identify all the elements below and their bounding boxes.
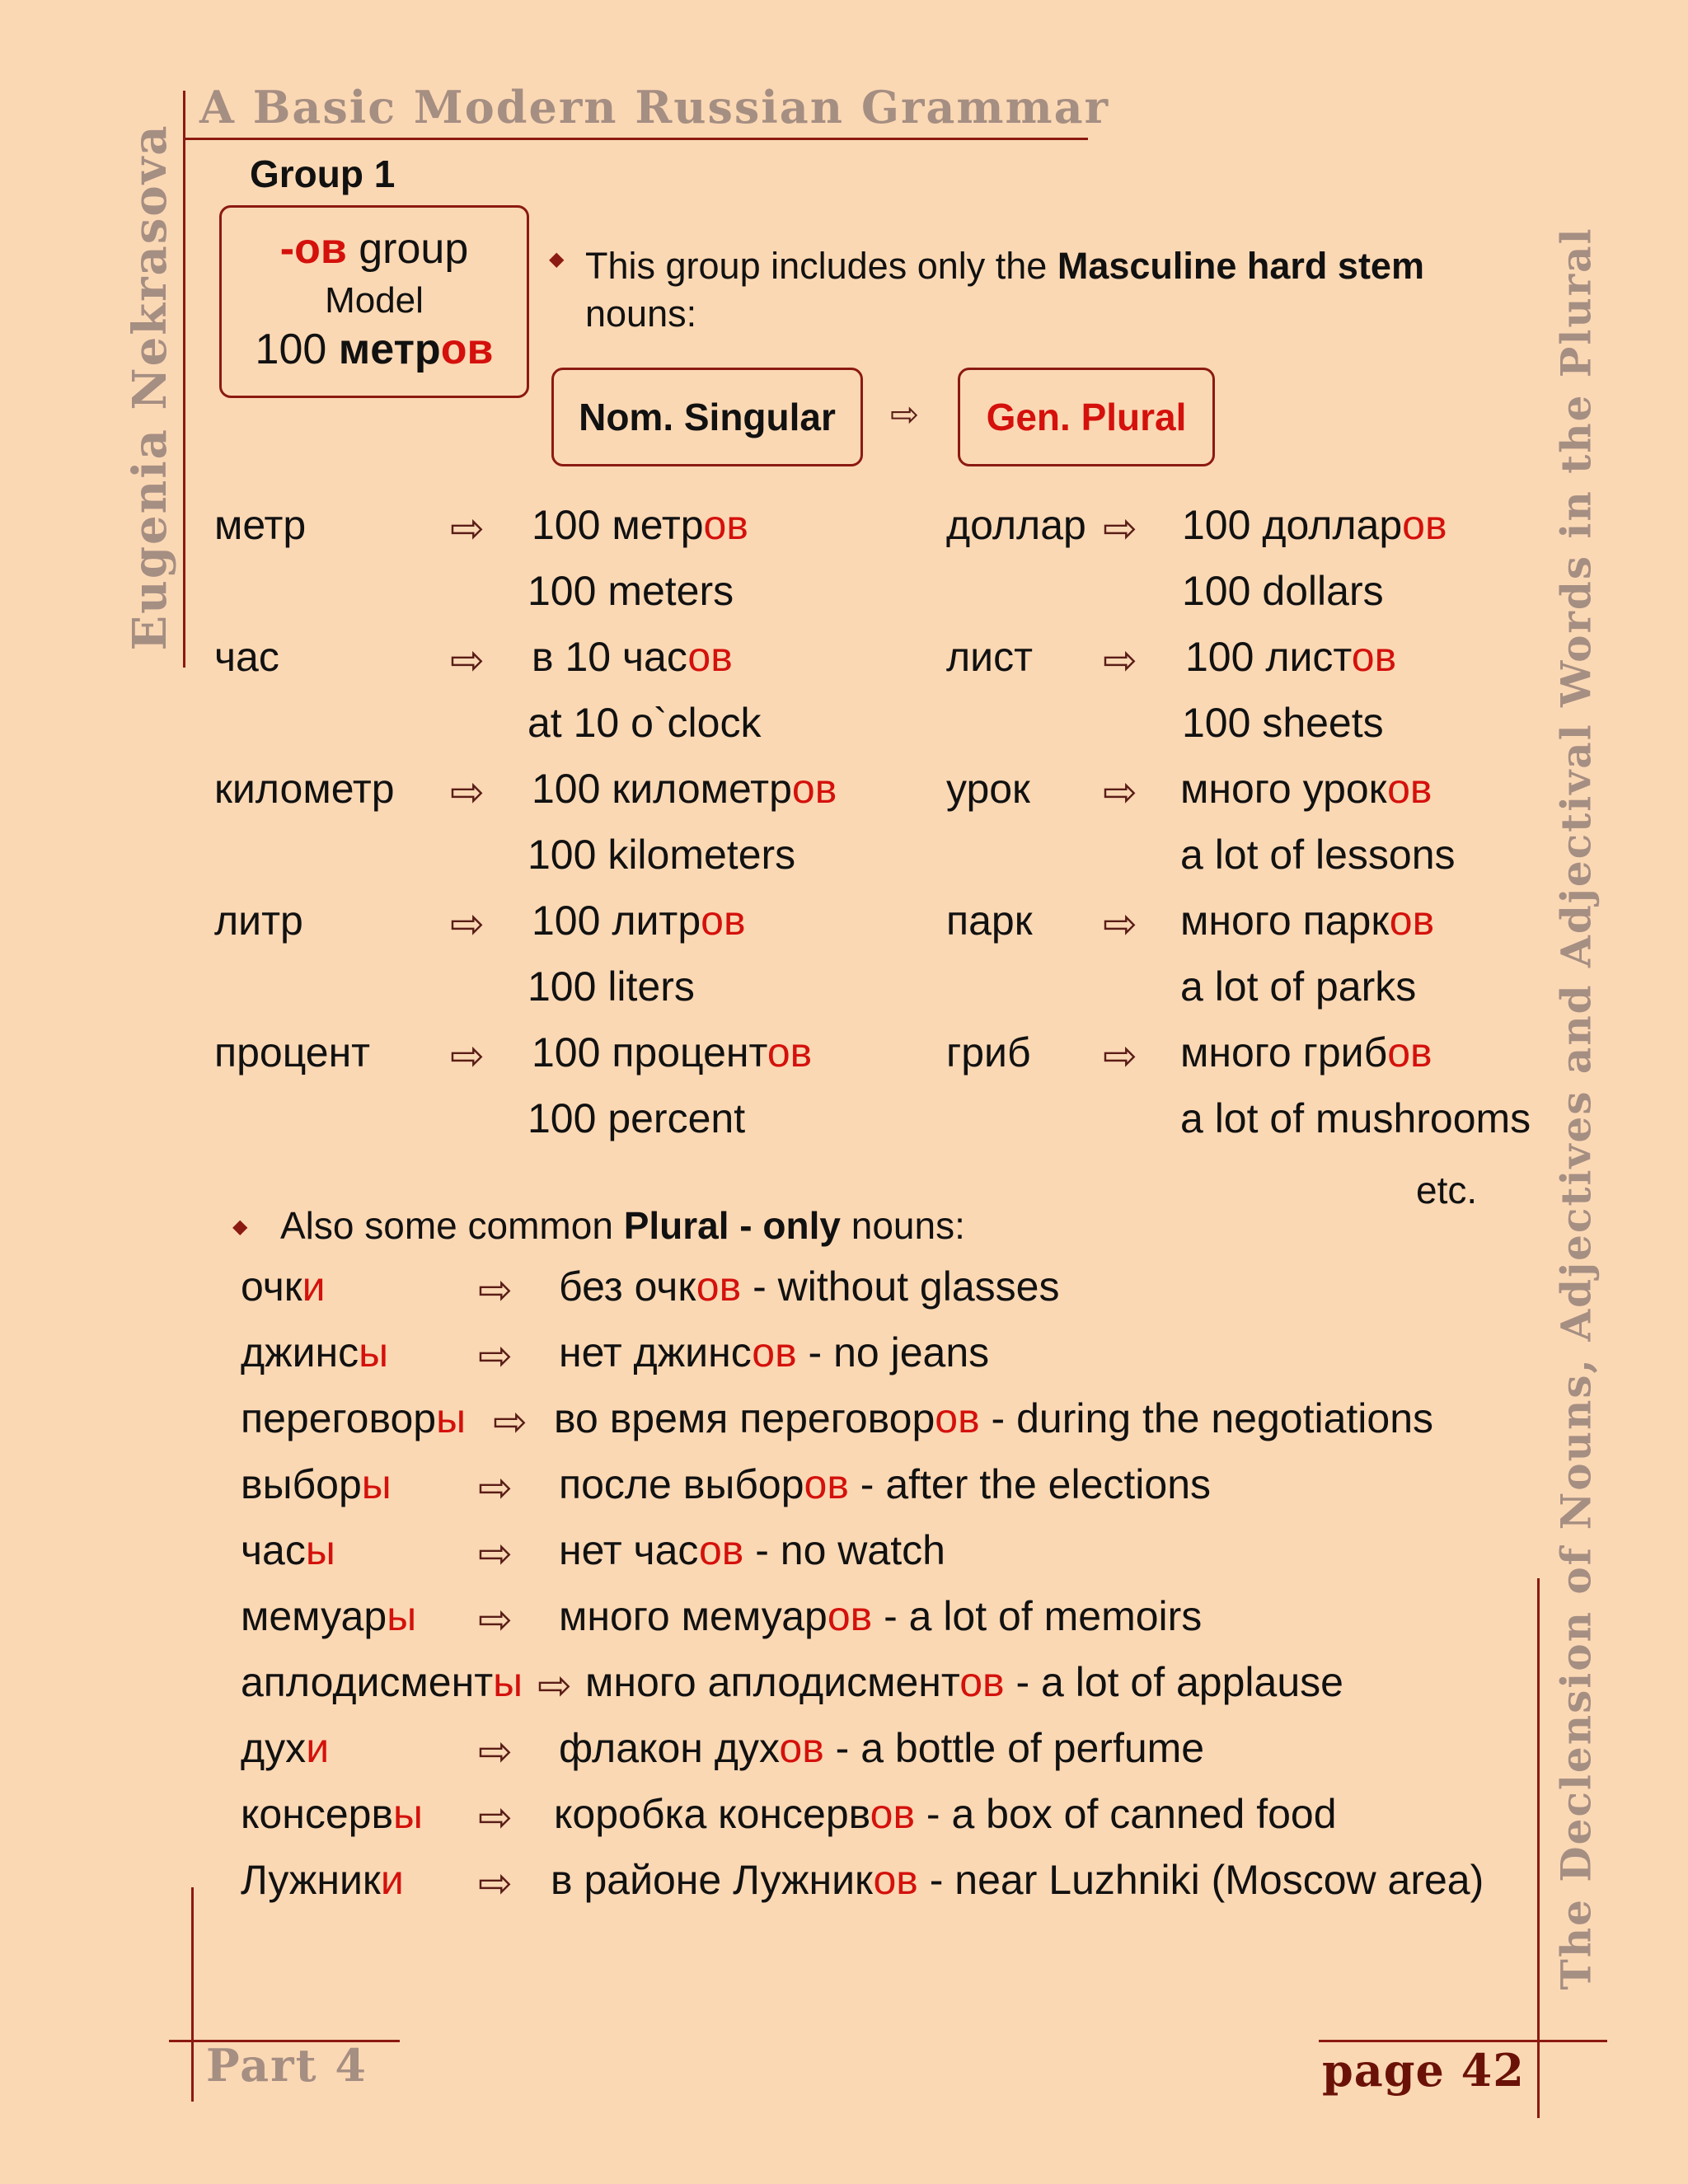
example-stem: много мемуар bbox=[559, 1593, 828, 1639]
example-translation: - without glasses bbox=[741, 1263, 1060, 1310]
intro-text bbox=[585, 242, 1508, 338]
translation: 100 meters bbox=[528, 568, 734, 614]
example-stem: флакон дух bbox=[559, 1725, 780, 1771]
example-ending: ов bbox=[935, 1395, 980, 1441]
word-stem: очк bbox=[241, 1263, 302, 1310]
model-caption: Model bbox=[325, 280, 424, 321]
plural-ending: ов bbox=[687, 634, 733, 680]
model-example-ending: ов bbox=[440, 326, 494, 373]
plural-ending: ов bbox=[1402, 502, 1447, 548]
plural-stem: много урок bbox=[1180, 766, 1388, 812]
singular-word: доллар bbox=[946, 502, 1086, 548]
word-ending: ы bbox=[393, 1791, 423, 1837]
plural-only-word bbox=[241, 1658, 523, 1706]
translation: 100 sheets bbox=[1182, 700, 1384, 746]
plural-ending: ов bbox=[1387, 766, 1432, 812]
plural-only-word bbox=[241, 1526, 335, 1574]
word-ending: ы bbox=[436, 1395, 466, 1441]
singular-word: урок bbox=[946, 766, 1030, 812]
plural-example bbox=[1180, 1029, 1432, 1076]
plural-stem: в 10 час bbox=[532, 634, 688, 680]
plural-ending: ов bbox=[1389, 898, 1435, 944]
plural-only-example bbox=[559, 1526, 945, 1574]
word-stem: час bbox=[241, 1527, 306, 1573]
model-box bbox=[219, 205, 529, 398]
singular-word: час bbox=[214, 634, 279, 680]
plural-stem: 100 километр bbox=[532, 766, 792, 812]
example-translation: - no jeans bbox=[796, 1329, 990, 1376]
author-name: Eugenia Nekrasova bbox=[123, 124, 177, 651]
gen-plural-header: Gen. Plural bbox=[958, 368, 1215, 466]
arrow-icon: ⇨ bbox=[478, 1333, 513, 1379]
translation: at 10 o`clock bbox=[528, 700, 762, 746]
translation: a lot of lessons bbox=[1180, 832, 1456, 878]
example-ending: ов bbox=[698, 1527, 744, 1573]
example-ending: ов bbox=[959, 1659, 1005, 1705]
plural-only-example bbox=[559, 1460, 1211, 1508]
model-title bbox=[222, 224, 527, 274]
word-stem: выбор bbox=[241, 1461, 362, 1507]
example-translation: - a box of canned food bbox=[915, 1791, 1337, 1837]
arrow-icon: ⇨ bbox=[450, 901, 485, 947]
example-stem: во время переговор bbox=[554, 1395, 935, 1441]
arrow-icon: ⇨ bbox=[450, 1033, 485, 1079]
example-translation: - a lot of memoirs bbox=[872, 1593, 1203, 1639]
arrow-icon: ⇨ bbox=[1103, 901, 1137, 947]
chapter-title: The Declension of Nouns, Adjectives and Adjectival Words in the Plural bbox=[1551, 227, 1601, 1990]
arrow-icon: ⇨ bbox=[537, 1662, 572, 1708]
part-label: Part 4 bbox=[206, 2039, 368, 2092]
plural-example bbox=[1185, 633, 1396, 681]
plural-only-word bbox=[241, 1724, 329, 1772]
plural-ending: ов bbox=[1387, 1029, 1432, 1076]
word-stem: консерв bbox=[241, 1791, 394, 1837]
model-prefix: - bbox=[279, 225, 295, 273]
word-ending: ы bbox=[493, 1659, 523, 1705]
plural-example bbox=[1182, 501, 1447, 549]
plural-only-word bbox=[241, 1790, 423, 1838]
plural-ending: ов bbox=[703, 502, 748, 548]
model-word: group bbox=[359, 225, 469, 273]
arrow-icon: ⇨ bbox=[1103, 505, 1137, 551]
plural-example bbox=[532, 1029, 812, 1076]
plural-ending: ов bbox=[767, 1029, 813, 1076]
word-stem: переговор bbox=[241, 1395, 437, 1441]
plural-ending: ов bbox=[791, 766, 837, 812]
bottom-right-rule bbox=[1319, 2040, 1607, 2042]
plural-only-example bbox=[559, 1724, 1204, 1772]
word-stem: дух bbox=[241, 1725, 307, 1771]
word-ending: ы bbox=[305, 1527, 335, 1573]
plural-stem: много гриб bbox=[1180, 1029, 1388, 1076]
plural-only-word bbox=[241, 1592, 416, 1640]
singular-word: парк bbox=[946, 898, 1033, 944]
arrow-icon: ⇨ bbox=[478, 1596, 513, 1643]
plural-stem: много парк bbox=[1180, 898, 1390, 944]
plural-example bbox=[1180, 897, 1434, 944]
model-example-num: 100 bbox=[255, 326, 327, 373]
word-stem: мемуар bbox=[241, 1593, 387, 1639]
arrow-icon: ⇨ bbox=[450, 505, 485, 551]
left-bottom-rule bbox=[191, 1887, 194, 2102]
plural-example bbox=[1180, 765, 1432, 813]
example-stem: без очк bbox=[559, 1263, 696, 1310]
plural-only-example bbox=[551, 1856, 1484, 1904]
word-ending: ы bbox=[359, 1329, 389, 1376]
plural-stem: 100 лист bbox=[1185, 634, 1352, 680]
word-stem: Лужник bbox=[241, 1857, 381, 1903]
singular-word: километр bbox=[214, 766, 395, 812]
intro-text-after: nouns: bbox=[585, 293, 697, 335]
arrow-icon: ⇨ bbox=[1103, 1033, 1137, 1079]
arrow-icon: ⇨ bbox=[1103, 637, 1137, 683]
singular-word: лист bbox=[946, 634, 1034, 680]
word-stem: джинс bbox=[241, 1329, 359, 1376]
word-ending: и bbox=[302, 1263, 326, 1310]
example-ending: ов bbox=[752, 1329, 797, 1376]
plural-only-example bbox=[559, 1263, 1059, 1310]
arrow-icon: ⇨ bbox=[493, 1399, 528, 1445]
example-stem: коробка консерв bbox=[554, 1791, 870, 1837]
example-ending: ов bbox=[779, 1725, 824, 1771]
arrow-icon: ⇨ bbox=[478, 1267, 513, 1313]
arrow-icon: ⇨ bbox=[478, 1860, 513, 1906]
plural-example bbox=[532, 765, 837, 813]
example-stem: много аплодисмент bbox=[585, 1659, 960, 1705]
word-ending: ы bbox=[387, 1593, 417, 1639]
example-ending: ов bbox=[696, 1263, 742, 1310]
bullet-icon: ◆ bbox=[549, 248, 565, 270]
translation: 100 dollars bbox=[1182, 568, 1384, 614]
translation: 100 liters bbox=[528, 963, 695, 1010]
singular-word: литр bbox=[214, 898, 303, 944]
plural-stem: 100 литр bbox=[532, 898, 701, 944]
arrow-icon: ⇨ bbox=[1103, 769, 1137, 815]
example-translation: - during the negotiations bbox=[979, 1395, 1434, 1441]
book-title: A Basic Modern Russian Grammar bbox=[199, 81, 1110, 134]
right-bottom-rule bbox=[1537, 1578, 1540, 2118]
arrow-icon: ⇨ bbox=[450, 769, 485, 815]
intro-text-before: This group includes only the bbox=[585, 245, 1057, 287]
arrow-icon: ⇨ bbox=[450, 637, 485, 683]
example-ending: ов bbox=[827, 1593, 873, 1639]
bullet-icon: ◆ bbox=[232, 1216, 248, 1238]
arrow-icon: ⇨ bbox=[478, 1794, 513, 1840]
word-ending: и bbox=[380, 1857, 404, 1903]
singular-word: процент bbox=[214, 1029, 371, 1076]
example-translation: - after the elections bbox=[848, 1461, 1212, 1507]
nom-singular-header: Nom. Singular bbox=[551, 368, 863, 466]
example-stem: нет джинс bbox=[559, 1329, 753, 1376]
plural-only-word bbox=[241, 1460, 392, 1508]
example-translation: - no watch bbox=[743, 1527, 945, 1573]
plural-example bbox=[532, 897, 746, 944]
plural-only-example bbox=[559, 1329, 989, 1376]
translation: 100 kilometers bbox=[528, 832, 796, 878]
plural-only-example bbox=[585, 1658, 1343, 1706]
singular-word: гриб bbox=[946, 1029, 1031, 1076]
example-translation: - a lot of applause bbox=[1004, 1659, 1343, 1705]
plural-only-word bbox=[241, 1856, 404, 1904]
also-text-after: nouns: bbox=[840, 1204, 965, 1247]
plural-only-word bbox=[241, 1329, 388, 1376]
translation: a lot of parks bbox=[1180, 963, 1417, 1010]
plural-stem: 100 метр bbox=[532, 502, 704, 548]
left-top-rule bbox=[183, 91, 185, 668]
model-ending: ов bbox=[294, 225, 347, 273]
arrow-icon: ⇨ bbox=[890, 395, 920, 434]
arrow-icon: ⇨ bbox=[478, 1530, 513, 1577]
plural-only-word bbox=[241, 1263, 326, 1310]
translation: a lot of mushrooms bbox=[1180, 1095, 1531, 1141]
example-stem: нет час bbox=[559, 1527, 699, 1573]
example-stem: после выбор bbox=[559, 1461, 804, 1507]
plural-only-intro bbox=[280, 1203, 965, 1248]
plural-only-example bbox=[554, 1790, 1337, 1838]
example-ending: ов bbox=[870, 1791, 916, 1837]
group-label: Group 1 bbox=[250, 152, 396, 195]
top-rule bbox=[183, 138, 1088, 140]
example-translation: - near Luzhniki (Moscow area) bbox=[917, 1857, 1484, 1903]
model-example-stem: метр bbox=[338, 326, 441, 373]
model-example bbox=[222, 325, 527, 374]
example-ending: ов bbox=[873, 1857, 918, 1903]
plural-example bbox=[532, 633, 733, 681]
word-ending: и bbox=[306, 1725, 330, 1771]
plural-example bbox=[532, 501, 748, 549]
singular-word: метр bbox=[214, 502, 307, 548]
example-ending: ов bbox=[804, 1461, 849, 1507]
plural-ending: ов bbox=[701, 898, 746, 944]
arrow-icon: ⇨ bbox=[478, 1728, 513, 1774]
page-number: page 42 bbox=[1322, 2044, 1525, 2097]
translation: 100 percent bbox=[528, 1095, 746, 1141]
example-translation: - a bottle of perfume bbox=[823, 1725, 1205, 1771]
plural-ending: ов bbox=[1351, 634, 1397, 680]
word-stem: аплодисмент bbox=[241, 1659, 494, 1705]
etc-label: etc. bbox=[1416, 1169, 1478, 1212]
plural-stem: 100 процент bbox=[532, 1029, 767, 1076]
also-text-bold: Plural - only bbox=[623, 1204, 841, 1247]
plural-stem: 100 доллар bbox=[1182, 502, 1403, 548]
example-stem: в районе Лужник bbox=[551, 1857, 874, 1903]
plural-only-word bbox=[241, 1394, 466, 1442]
intro-text-bold: Masculine hard stem bbox=[1057, 245, 1424, 287]
word-ending: ы bbox=[361, 1461, 392, 1507]
also-text-before: Also some common bbox=[280, 1204, 624, 1247]
plural-only-example bbox=[559, 1592, 1202, 1640]
plural-only-example bbox=[554, 1394, 1433, 1442]
arrow-icon: ⇨ bbox=[478, 1465, 513, 1511]
